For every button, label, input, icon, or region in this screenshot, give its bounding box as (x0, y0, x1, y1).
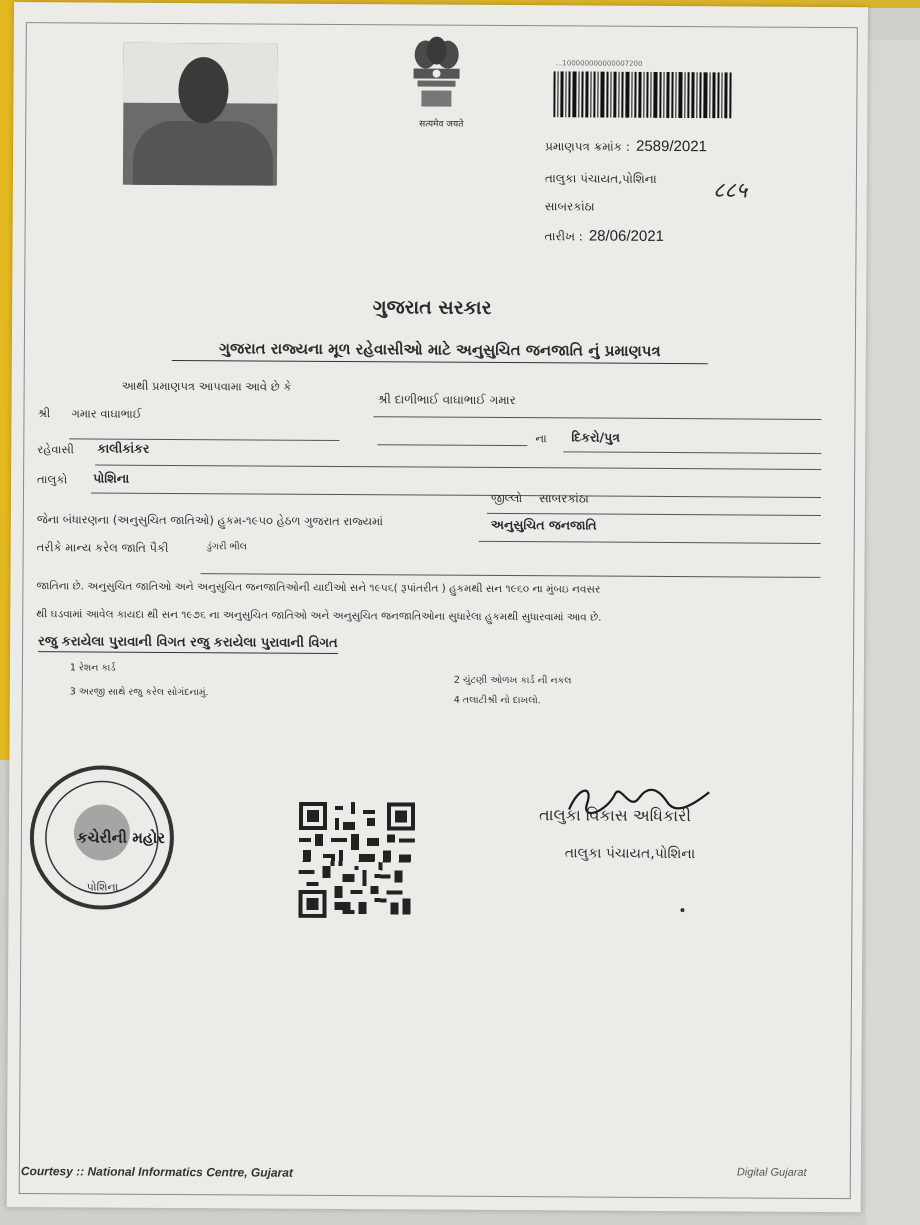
date-line (545, 227, 664, 245)
taluka-label: તાલુકો (37, 472, 68, 487)
signatory-title: તાલુકા વિકાસ અધિકારી (538, 805, 692, 826)
taluka-name: પોશિના (93, 470, 130, 486)
applicant-name: શ્રી દાળીભાઈ વાઘાભાઈ ગમાર (377, 392, 516, 408)
barcode-caption: ...100000000000007200 (555, 59, 643, 68)
father-name: ગમાર વાઘાભાઈ (71, 406, 142, 421)
background-edge-right (866, 40, 920, 1225)
signatory-office: તાલુકા પંચાયત,પોશિના (564, 845, 696, 863)
evidence-item-3: 3 અરજી સાથે રજુ કરેલ સોગંદનામું. (69, 686, 209, 699)
emblem-motto: सत्यमेव जयते (419, 119, 464, 130)
issue-date: 28/06/2021 (588, 227, 664, 245)
paragraph-line-2: થી ઘડવામાં આવેલ કાયદા થી સન ૧૯૭૬ ના અનુસુચિત જાતિઓ અને અનુસુચિત જનજાતિઓના સુધારેલા હુકમથી સુધારવામાં આવ છે. (36, 608, 602, 624)
applicant-photo (123, 43, 278, 186)
speck (680, 908, 684, 912)
district-label: જીલ્લો (490, 490, 523, 506)
certificate-title: ગુજરાત રાજ્યના મૂળ રહેવાસીઓ માટે અનુસુચિત જનજાતિ નું પ્રમાણપત્ર (172, 339, 708, 364)
seal-text: કચેરીની મહોર (76, 828, 166, 847)
resident-label: રહેવાસી (37, 442, 75, 457)
intro-text: આથી પ્રમાણપત્ર આપવામા આવે છે કે (121, 378, 292, 394)
seal-bottom-text: પોશિના (86, 880, 119, 894)
na-label: ના (535, 431, 547, 446)
tribe-name: ડુંગરી ભીલ (206, 541, 248, 553)
recognized-label: તરીકે માન્ય કરેલ જાતિ પૈકી (36, 540, 169, 555)
evidence-heading: રજુ કરાયેલા પુરાવાની વિગત રજુ કરાયેલા પુરાવાની વિગત (38, 634, 338, 654)
certificate-number: 2589/2021 (635, 137, 707, 156)
office-line-1: તાલુકા પંચાયત,પોશિના (544, 171, 657, 186)
handwritten-number: ८८५ (712, 178, 748, 204)
order-text: જેના બંધારણના (અનુસુચિત જાતિઓ) હુકમ-૧૯૫૦ હેઠળ ગુજરાત રાજ્યમાં (36, 512, 384, 529)
office-line-2: સાબરકાંઠા (544, 199, 595, 214)
evidence-item-2: 2 ચુંટણી ઓળખ કાર્ડ ની નકલ (453, 674, 572, 687)
government-title: ગુજરાત સરકાર (372, 296, 492, 319)
date-label: તારીખ : (544, 229, 583, 244)
ashoka-emblem-icon (403, 32, 469, 112)
relation: દિકરો/પુત્ર (571, 429, 620, 445)
evidence-item-1: 1 રેશન કાર્ડ (69, 662, 116, 674)
footer-brand: Digital Gujarat (736, 1166, 807, 1179)
paragraph-line-1: જાતિના છે. અનુસુચિત જાતિઓ અને અનુસુચિત જનજાતિઓની યાદીઓ સને ૧૯૫૬( રૂપાંતરીત ) હુકમથી સન ૧૯૬૦ ના મુંબઇ નવસર (36, 580, 601, 596)
village-name: કાલીકાંકર (97, 440, 150, 456)
district-name: સાબરકાંઠા (538, 491, 589, 506)
certificate-sheet (7, 2, 868, 1212)
footer-courtesy: Courtesy :: National Informatics Centre, Gujarat (20, 1164, 293, 1180)
evidence-item-4: 4 તલાટીશ્રી નો દાખલો. (453, 694, 541, 707)
office-seal-icon (26, 762, 177, 913)
qr-code-icon (298, 802, 415, 919)
barcode-icon (553, 71, 733, 118)
certificate-number-label: પ્રમાણપત્ર ક્રમાંક : (545, 139, 631, 154)
certificate-number-line (545, 137, 707, 155)
shri-label: શ્રી (37, 406, 51, 421)
category-name: અનુસુચિત જનજાતિ (490, 516, 597, 533)
